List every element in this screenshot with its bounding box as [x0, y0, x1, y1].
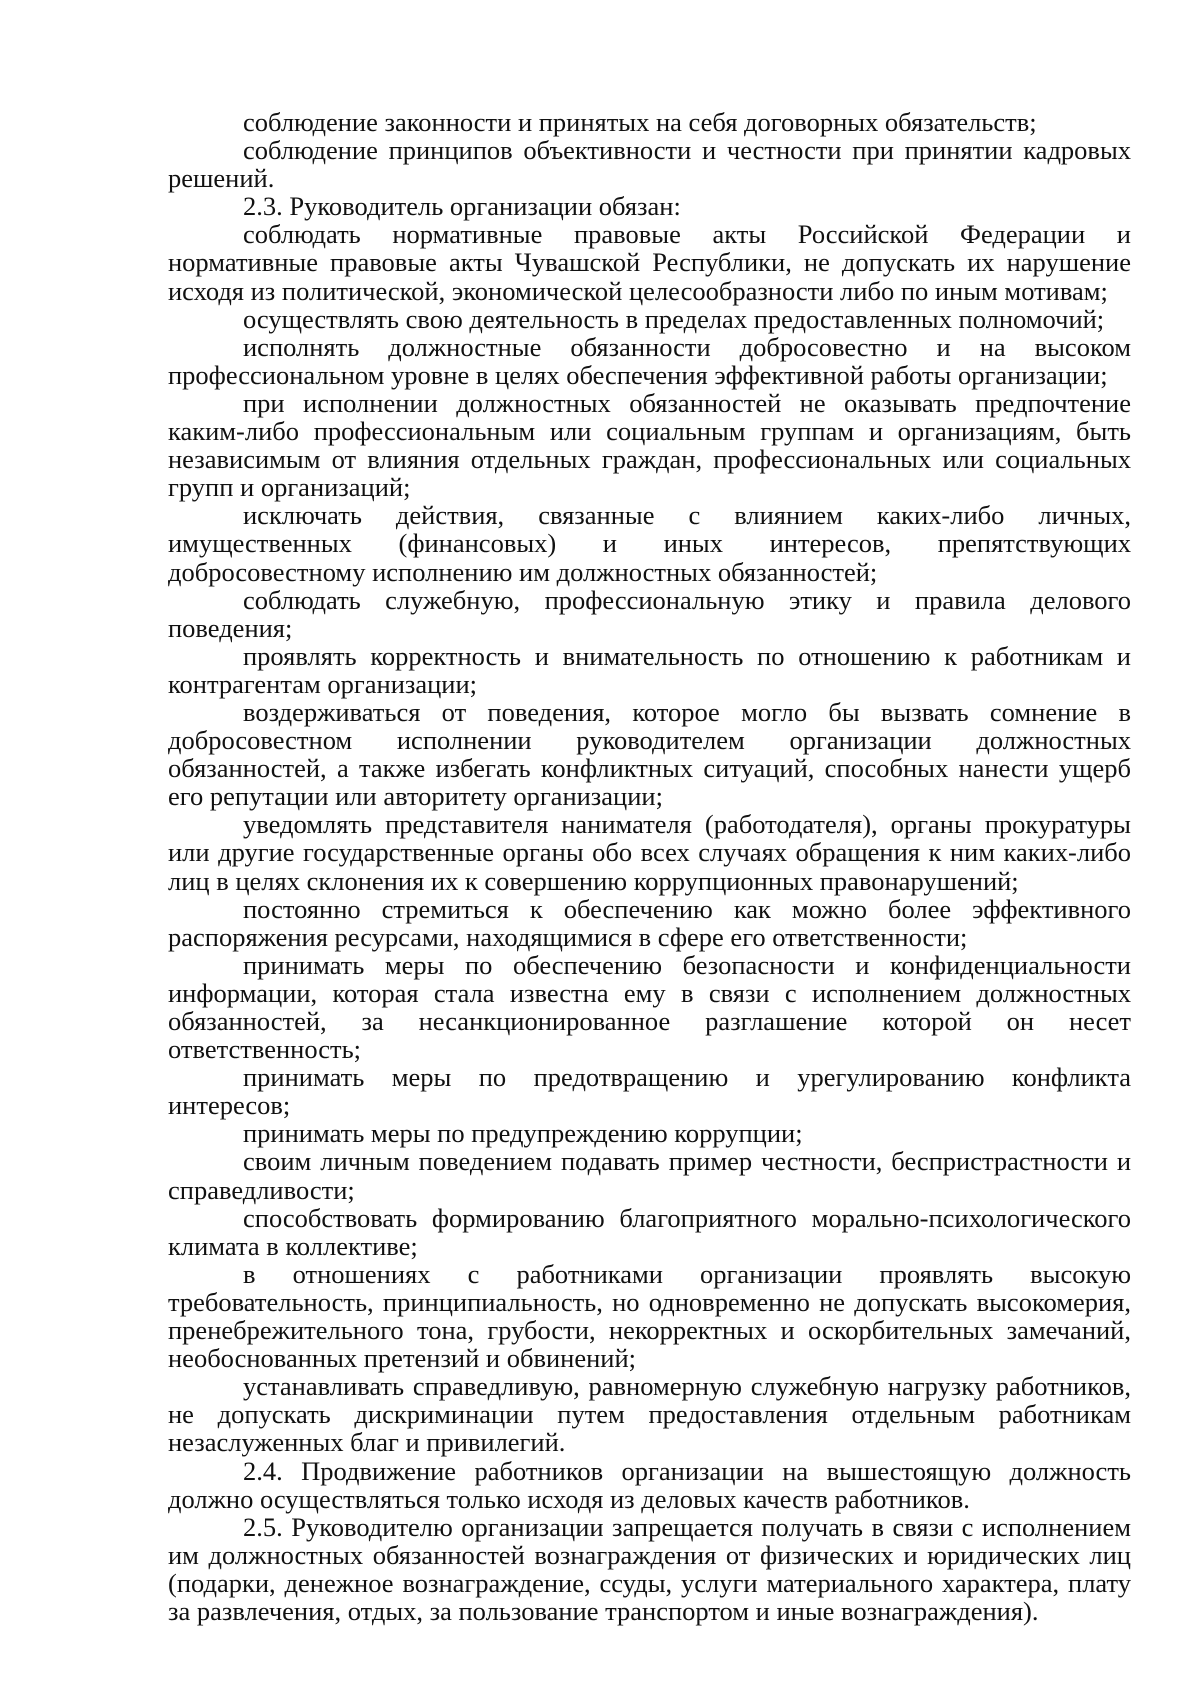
section-paragraph-2-5: 2.5. Руководителю организации запрещается получать в связи с исполнением им должностных обязанностей вознаграждения от физических и юридических лиц (подарки, денежное вознаграждение, ссуды, услуги материального характера, плату за развлечения, отдых, за пользование транспортом и иные вознаграждения). — [168, 1511, 1131, 1626]
paragraph-personal-example: своим личным поведением подавать пример честности, беспристрастности и справедливости; — [168, 1146, 1131, 1205]
paragraph-objectivity-honesty: соблюдение принципов объективности и честности при принятии кадровых решений. — [168, 135, 1131, 194]
paragraph-compliance-legality: соблюдение законности и принятых на себя договорных обязательств; — [243, 107, 1037, 137]
paragraph-exclude-interests: исключать действия, связанные с влиянием каких-либо личных, имущественных (финансовых) и иных интересов, препятствующих добросовестному исполнению им должностных обязанностей; — [168, 500, 1131, 587]
paragraph-within-powers: осуществлять свою деятельность в пределах предоставленных полномочий; — [243, 303, 1105, 334]
paragraph-prevent-corruption: принимать меры по предупреждению коррупции; — [243, 1118, 803, 1149]
paragraph-ethics: соблюдать служебную, профессиональную этику и правила делового поведения; — [168, 584, 1131, 643]
paragraph-relations-with-staff: в отношениях с работниками организации проявлять высокую требовательность, принципиальность, но одновременно не допускать высокомерия, пренебрежительного тона, грубости, некорректных и оскорбительных замечаний, необоснованных претензий и обвинений; — [168, 1258, 1131, 1374]
paragraph-observe-legal-acts: соблюдать нормативные правовые акты Российской Федерации и нормативные правовые акты Чувашской Республики, не допускать их нарушение исходя из политической, экономической целесообразности либо по иным мотивам; — [168, 219, 1131, 306]
section-paragraph-2-4: 2.4. Продвижение работников организации на вышестоящую должность должно осуществляться только исходя из деловых качеств работников. — [168, 1455, 1131, 1514]
paragraph-climate: способствовать формированию благоприятного морально-психологического климата в коллективе; — [168, 1202, 1131, 1261]
document-page — [168, 108, 1131, 1625]
paragraph-notify-corruption: уведомлять представителя нанимателя (работодателя), органы прокуратуры или другие государственные органы обо всех случаях обращения к ним каких-либо лиц в целях склонения их к совершению коррупционных правонарушений; — [168, 809, 1131, 896]
paragraph-conflict-of-interest: принимать меры по предотвращению и урегулированию конфликта интересов; — [168, 1062, 1131, 1121]
paragraph-fair-workload: устанавливать справедливую, равномерную служебную нагрузку работников, не допускать дискриминации путем предоставления отдельным работникам незаслуженных благ и привилегий. — [168, 1371, 1131, 1458]
paragraph-perform-duties: исполнять должностные обязанности добросовестно и на высоком профессиональном уровне в целях обеспечения эффективной работы организации; — [168, 331, 1131, 390]
paragraph-no-preference: при исполнении должностных обязанностей не оказывать предпочтение каким-либо профессиональным или социальным группам и организациям, быть независимым от влияния отдельных граждан, профессиональных или социальных групп и организаций; — [168, 387, 1131, 503]
paragraph-confidentiality: принимать меры по обеспечению безопасности и конфиденциальности информации, которая стала известна ему в связи с исполнением должностных обязанностей, за несанкционированное разглашение которой он несет ответственность; — [168, 949, 1131, 1065]
paragraph-correctness: проявлять корректность и внимательность по отношению к работникам и контрагентам организации; — [168, 640, 1131, 699]
paragraph-resources: постоянно стремиться к обеспечению как можно более эффективного распоряжения ресурсами, находящимися в сфере его ответственности; — [168, 893, 1131, 952]
section-heading-2-3: 2.3. Руководитель организации обязан: — [243, 191, 681, 222]
paragraph-refrain-behavior: воздерживаться от поведения, которое могло бы вызвать сомнение в добросовестном исполнении руководителем организации должностных обязанностей, а также избегать конфликтных ситуаций, способных нанести ущерб его репутации или авторитету организации; — [168, 696, 1131, 812]
